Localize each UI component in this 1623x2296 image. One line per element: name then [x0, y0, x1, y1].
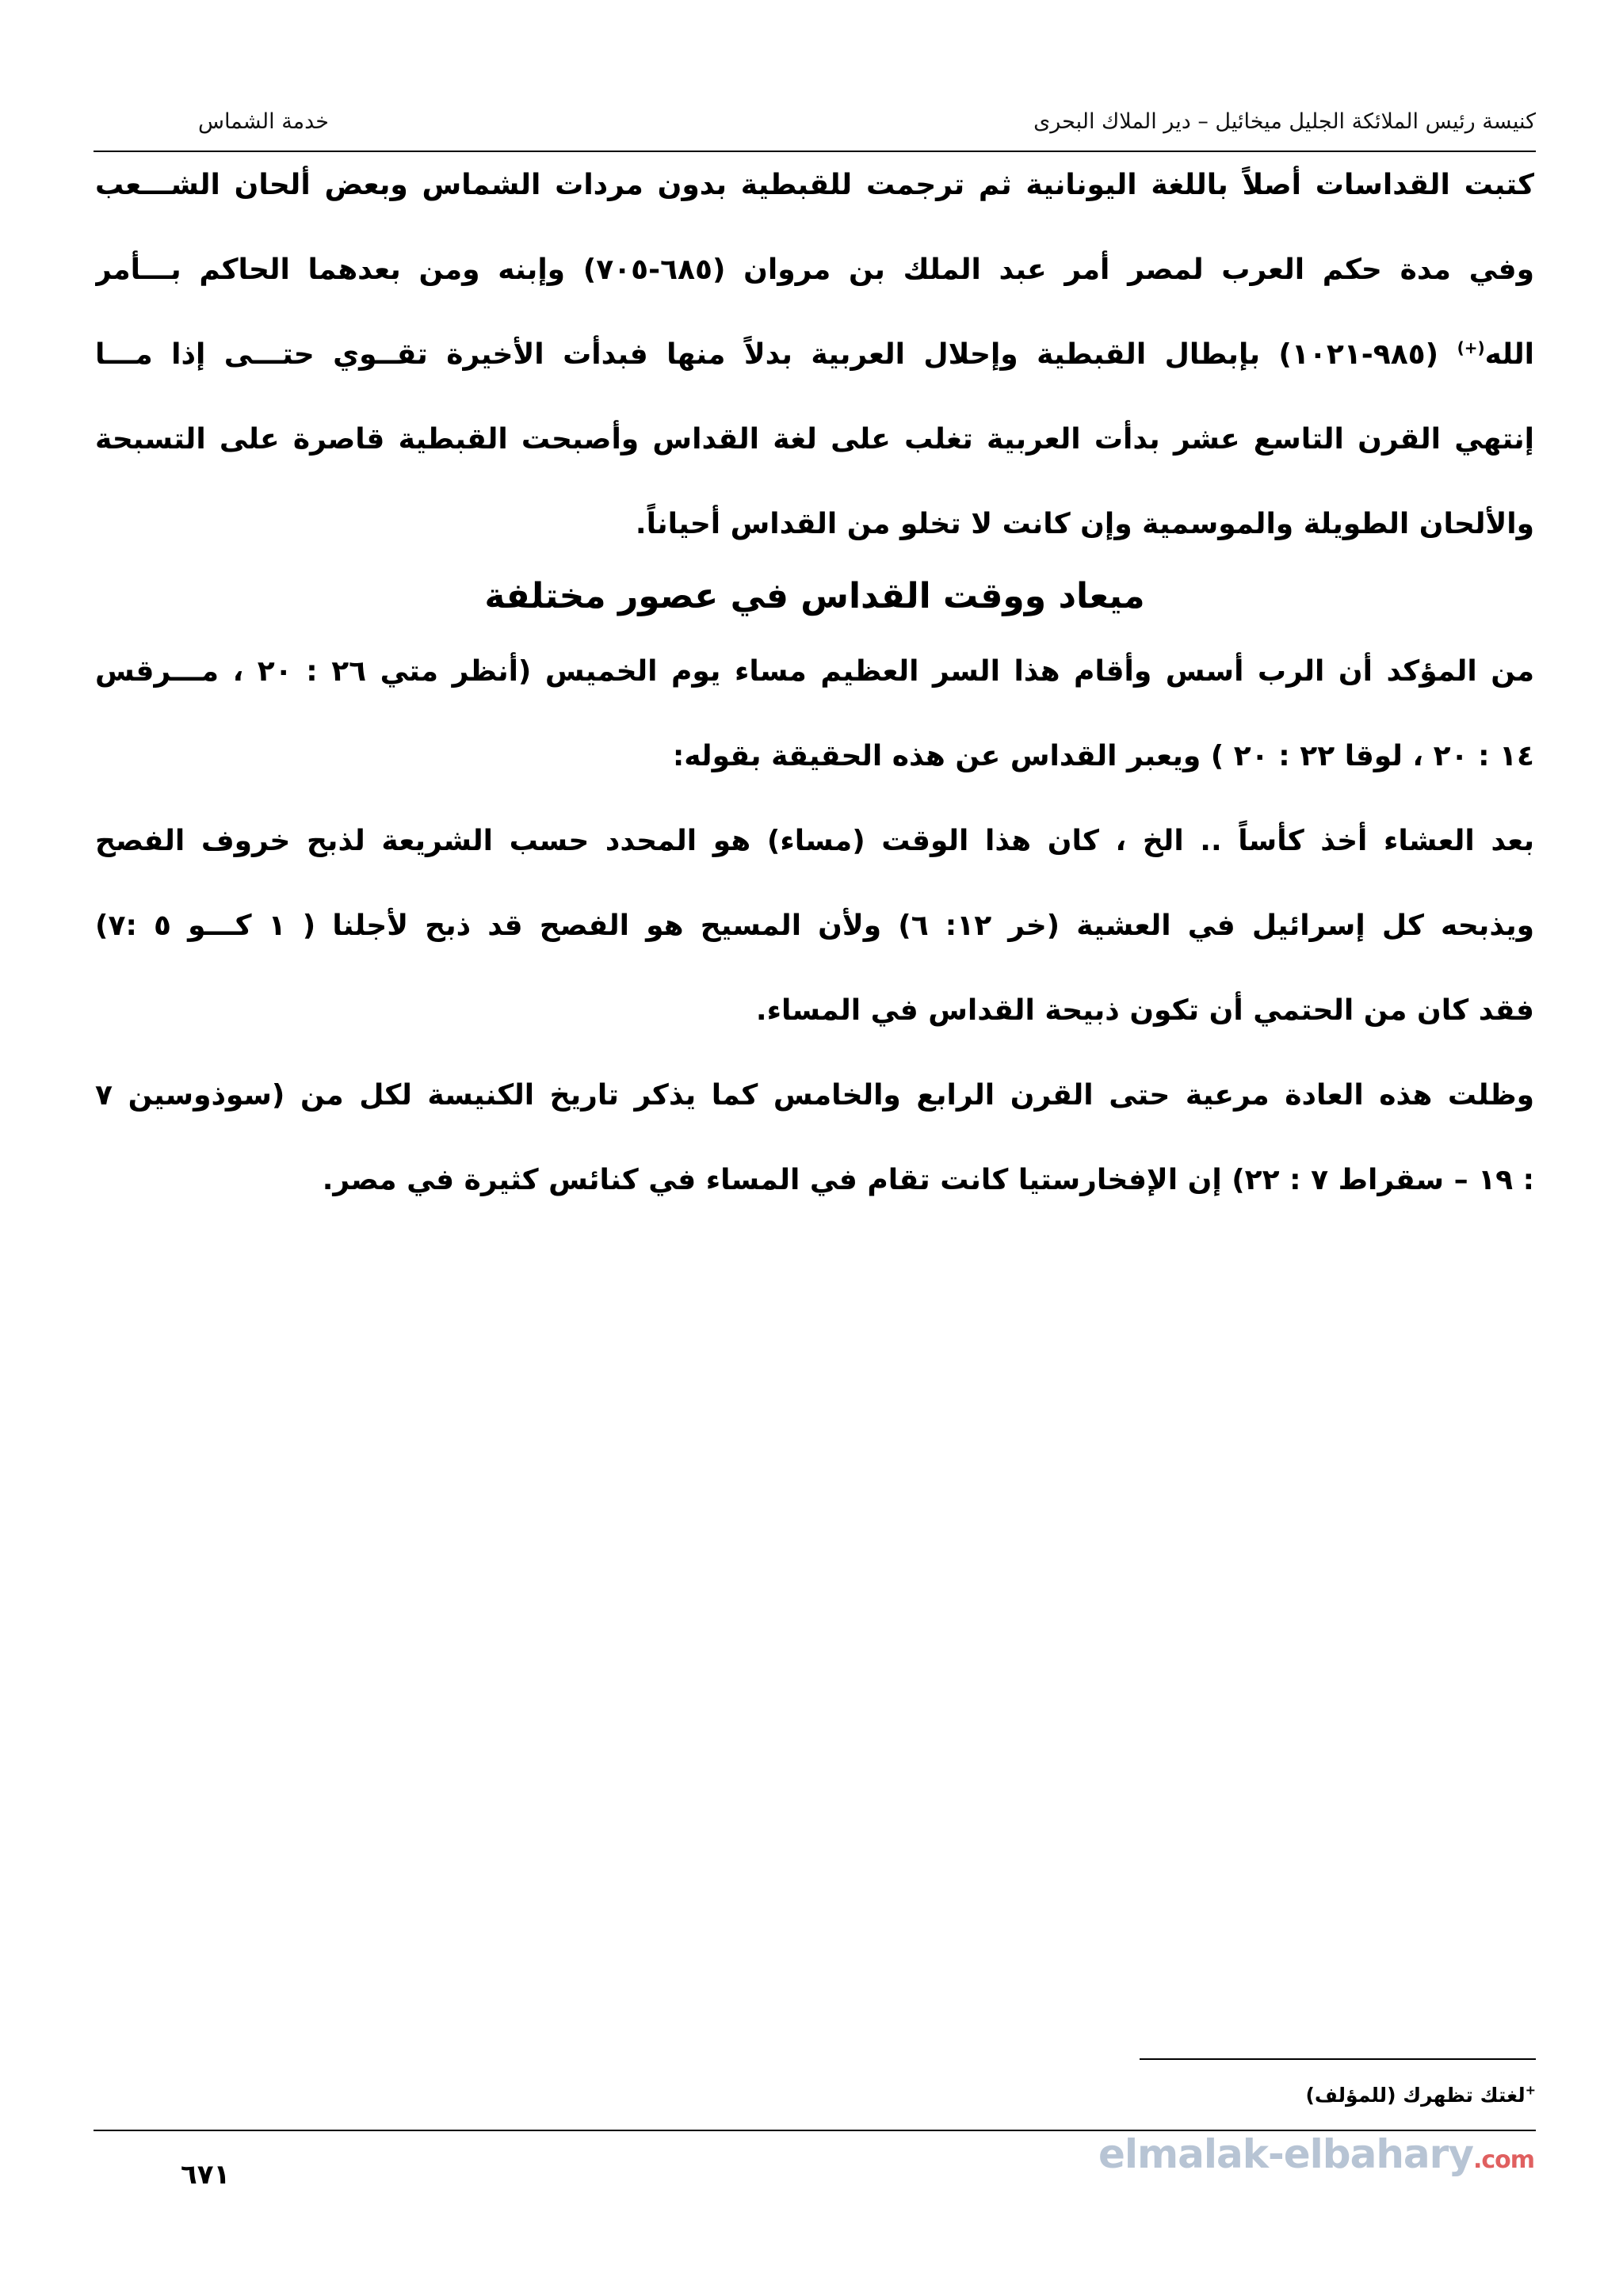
header-church-title: كنيسة رئيس الملائكة الجليل ميخائيل – دير الملاك البحرى [1033, 109, 1536, 134]
paragraph-line: بعد العشاء أخذ كأساً .. الخ ، كان هذا الوقت (مساء) هو المحدد حسب الشريعة لذبح خروف الفصح [95, 825, 1534, 857]
footnote-reference: (+) [1457, 338, 1485, 357]
website-watermark [1098, 2131, 1534, 2177]
watermark-tld: .com [1472, 2146, 1534, 2174]
header-divider [94, 151, 1536, 152]
body-text [95, 162, 1534, 1242]
paragraph-line: ١٤ : ٢٠ ، لوقا ٢٢ : ٢٠ ) ويعبر القداس عن هذه الحقيقة بقوله: [672, 740, 1534, 772]
paragraph-line: كتبت القداسات أصلاً باللغة اليونانية ثم ترجمت للقبطية بدون مردات الشماس وبعض ألحان الشـــعب [95, 169, 1534, 201]
paragraph-line: ويذبحه كل إسرائيل في العشية (خر ١٢: ٦) ولأن المسيح هو الفصح قد ذبح لأجلنا ( ١ كـــو ٥ :٧) [95, 910, 1534, 942]
watermark-domain: elmalak-elbahary [1098, 2131, 1473, 2177]
paragraph-text: (٩٨٥-١٠٢١) بإبطال القبطية وإحلال العربية بدلاً منها فبدأت الأخيرة تقــوي حتـــى إذا مـــا [95, 338, 1457, 371]
paragraph-line: والألحان الطويلة والموسمية وإن كانت لا تخلو من القداس أحياناً. [635, 508, 1534, 540]
paragraph-text: الله [1484, 338, 1534, 371]
paragraph-line [95, 332, 1534, 417]
footnote-marker: + [1525, 2082, 1536, 2098]
paragraph-line: وظلت هذه العادة مرعية حتى القرن الرابع والخامس كما يذكر تاريخ الكنيسة لكل من (سوذوسين ٧ [95, 1079, 1534, 1112]
footnote-text: لغتك تظهرك (للمؤلف) [1305, 2084, 1526, 2107]
paragraph-line: إنتهي القرن التاسع عشر بدأت العربية تغلب على لغة القداس وأصبحت القبطية قاصرة على التسبحة [95, 423, 1534, 456]
paragraph-line: : ١٩ – سقراط ٧ : ٢٢) إن الإفخارستيا كانت تقام في المساء في كنائس كثيرة في مصر. [322, 1164, 1534, 1196]
footnote-divider [1140, 2058, 1536, 2060]
footnote [1305, 2084, 1536, 2107]
paragraph-line: فقد كان من الحتمي أن تكون ذبيحة القداس في المساء. [755, 994, 1534, 1027]
paragraph-line: من المؤكد أن الرب أسس وأقام هذا السر العظيم مساء يوم الخميس (أنظر متي ٢٦ : ٢٠ ، مـــرقس [95, 655, 1534, 688]
section-heading: ميعاد ووقت القداس في عصور مختلفة [484, 576, 1145, 616]
header-section-title: خدمة الشماس [198, 109, 329, 134]
page-number: ٦٧١ [181, 2159, 231, 2191]
paragraph-line: وفي مدة حكم العرب لمصر أمر عبد الملك بن مروان (٦٨٥-٧٠٥) وإبنه ومن بعدهما الحاكم بـــأمر [95, 254, 1534, 286]
